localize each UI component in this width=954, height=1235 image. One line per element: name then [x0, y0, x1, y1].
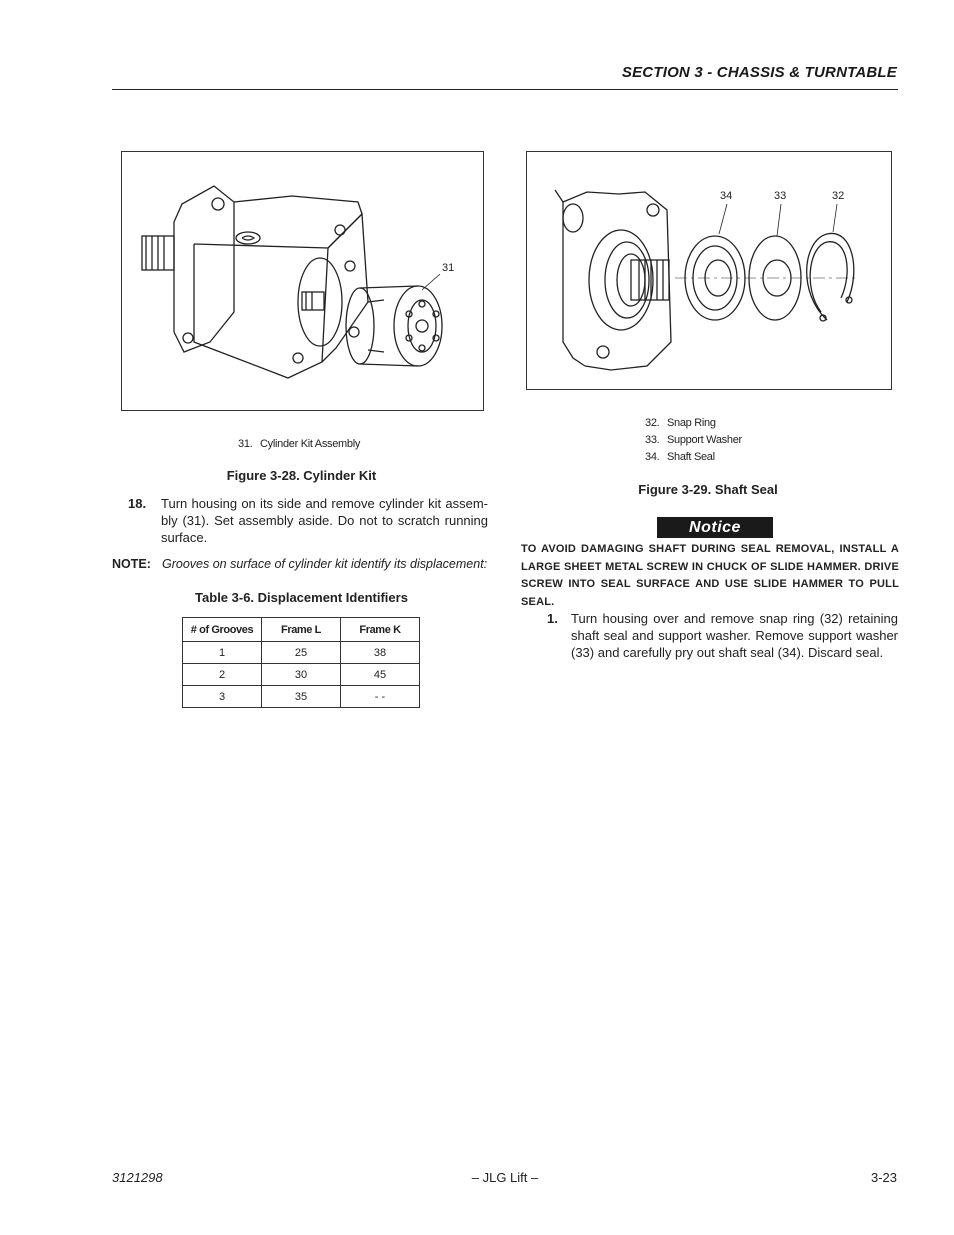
legend-item: 34. Shaft Seal — [645, 451, 715, 463]
table-caption: Table 3-6. Displacement Identifiers — [195, 590, 408, 605]
step-1 — [547, 610, 898, 662]
callout-34: 34 — [720, 190, 733, 202]
section-title: SECTION 3 - CHASSIS & TURNTABLE — [621, 64, 897, 81]
column-header: # of Grooves — [183, 618, 262, 642]
figure-cylinder-kit — [121, 151, 484, 411]
figure-shaft-seal — [526, 151, 892, 390]
table-cell: 38 — [341, 642, 420, 664]
table-cell: 3 — [183, 686, 262, 708]
table-cell: 1 — [183, 642, 262, 664]
notice-badge: Notice — [657, 517, 773, 538]
table-row — [183, 642, 420, 664]
callout-33: 33 — [774, 190, 787, 202]
figure-28-legend — [238, 436, 360, 453]
table-row — [183, 686, 420, 708]
table-cell: 35 — [262, 686, 341, 708]
callout-32: 32 — [832, 190, 845, 202]
displacement-table — [182, 617, 420, 708]
figure-29-caption: Figure 3-29. Shaft Seal — [638, 482, 778, 497]
figure-28-caption: Figure 3-28. Cylinder Kit — [226, 468, 377, 483]
footer-doc-number: 3121298 — [112, 1170, 163, 1185]
figure-29-legend — [645, 415, 742, 466]
step-18 — [128, 495, 488, 547]
note-text: Grooves on surface of cylinder kit identify its displacement: — [162, 557, 488, 571]
notice-text: TO AVOID DAMAGING SHAFT DURING SEAL REMOVAL, INSTALL A LARGE SHEET METAL SCREW IN CHUCK OF SLIDE HAMMER. DRIVE SCREW INTO SEAL SURFACE AND USE SLIDE HAMMER TO PULL SEAL. — [521, 543, 899, 608]
table-header-row — [183, 618, 420, 642]
header-rule — [112, 89, 898, 90]
legend-item: 31. Cylinder Kit Assembly — [238, 438, 361, 450]
step-number: 18. — [128, 496, 147, 511]
column-header: Frame L — [262, 618, 341, 642]
table-cell: 30 — [262, 664, 341, 686]
legend-item: 33. Support Washer — [645, 434, 742, 446]
note — [112, 557, 512, 571]
table-cell: 45 — [341, 664, 420, 686]
callout-31: 31 — [442, 262, 455, 274]
table-cell: 2 — [183, 664, 262, 686]
step-text: Turn housing on its side and remove cylinder kit assem-bly (31). Set assembly aside. Do not to scratch running surface. — [161, 496, 488, 545]
step-number: 1. — [547, 611, 558, 626]
table-cell: - - — [341, 686, 420, 708]
table-row — [183, 664, 420, 686]
note-label: NOTE: — [112, 557, 151, 571]
legend-item: 32. Snap Ring — [645, 417, 716, 429]
footer-page-number: 3-23 — [870, 1170, 897, 1185]
cylinder-kit-illustration — [122, 152, 483, 410]
shaft-seal-illustration — [527, 152, 891, 389]
table-cell: 25 — [262, 642, 341, 664]
column-header: Frame K — [341, 618, 420, 642]
step-text: Turn housing over and remove snap ring (32) retaining shaft seal and support washer. Remove support washer (33) and carefully pry out shaft seal (34). Discard seal. — [571, 611, 898, 660]
footer-center: – JLG Lift – — [471, 1170, 539, 1185]
